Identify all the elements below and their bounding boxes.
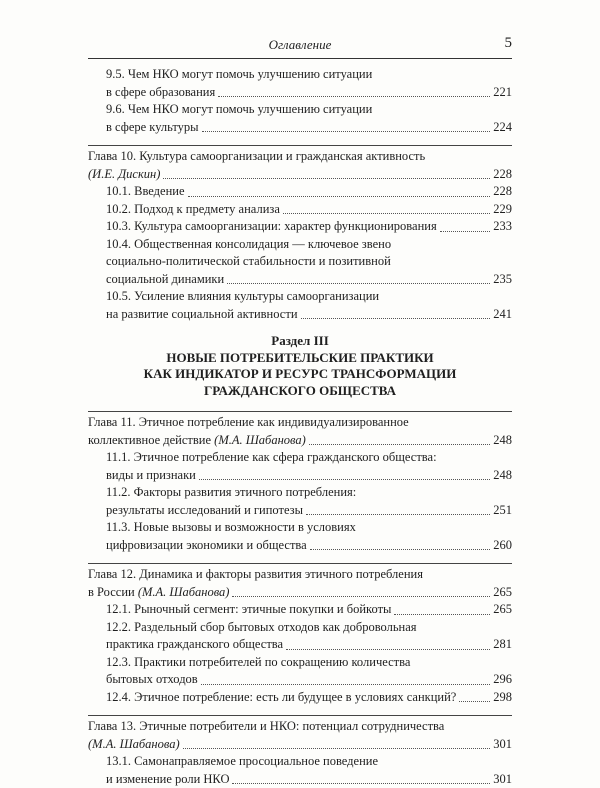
toc-page: 221 <box>493 84 512 102</box>
toc-page: 281 <box>493 636 512 654</box>
leader-dots <box>459 701 490 702</box>
chapter-10 <box>88 148 512 323</box>
toc-chapter-10[interactable] <box>88 148 512 183</box>
toc-line: 12.2. Раздельный сбор бытовых отходов как добровольная <box>106 619 512 637</box>
toc-page: 241 <box>493 306 512 324</box>
leader-dots <box>309 444 490 445</box>
toc-entry-13-1[interactable] <box>88 753 512 788</box>
section-subtitle-line: КАК ИНДИКАТОР И РЕСУРС ТРАНСФОРМАЦИИ <box>88 366 512 383</box>
toc-line: социальной динамики <box>106 271 224 289</box>
leader-dots <box>310 549 491 550</box>
toc-chapter-12[interactable] <box>88 566 512 601</box>
toc-entry-10-2[interactable] <box>88 201 512 219</box>
toc-line: 12.4. Этичное потребление: есть ли будущее в условиях санкций? <box>106 689 456 707</box>
chapter9-tail <box>88 66 512 136</box>
chapter-title-cont: в России <box>88 585 135 599</box>
toc-page: 228 <box>493 183 512 201</box>
toc-page: 298 <box>493 689 512 707</box>
toc-line: 10.2. Подход к предмету анализа <box>106 201 280 219</box>
toc-entry-11-3[interactable] <box>88 519 512 554</box>
toc-entry-10-5[interactable] <box>88 288 512 323</box>
section-title: Раздел III <box>88 333 512 350</box>
toc-line: на развитие социальной активности <box>106 306 298 324</box>
toc-line: социально-политической стабильности и позитивной <box>106 253 512 271</box>
toc-line: 12.1. Рыночный сегмент: этичные покупки и бойкоты <box>106 601 391 619</box>
chapter-title: Глава 12. Динамика и факторы развития этичного потребления <box>88 566 512 584</box>
divider <box>88 145 512 146</box>
leader-dots <box>183 748 491 749</box>
toc-page: 260 <box>493 537 512 555</box>
section-subtitle-line: ГРАЖДАНСКОГО ОБЩЕСТВА <box>88 383 512 400</box>
toc-line: 9.5. Чем НКО могут помочь улучшению ситуации <box>106 66 512 84</box>
toc-page: 224 <box>493 119 512 137</box>
chapter-13 <box>88 718 512 788</box>
toc-entry-10-3[interactable] <box>88 218 512 236</box>
divider <box>88 563 512 564</box>
chapter-12 <box>88 566 512 706</box>
section-heading <box>88 333 512 399</box>
toc-line: и изменение роли НКО <box>106 771 229 788</box>
divider <box>88 411 512 412</box>
leader-dots <box>227 283 490 284</box>
leader-dots <box>283 213 490 214</box>
toc-line: 11.2. Факторы развития этичного потребления: <box>106 484 512 502</box>
toc-line: 10.1. Введение <box>106 183 185 201</box>
leader-dots <box>188 196 491 197</box>
toc-line: 9.6. Чем НКО могут помочь улучшению ситуации <box>106 101 512 119</box>
leader-dots <box>286 649 490 650</box>
toc-line: в сфере образования <box>106 84 215 102</box>
toc-page: 301 <box>493 771 512 788</box>
toc-page: 296 <box>493 671 512 689</box>
toc-line: 10.5. Усиление влияния культуры самоорганизации <box>106 288 512 306</box>
toc-entry-12-4[interactable] <box>88 689 512 707</box>
header-title: Оглавление <box>88 37 512 53</box>
running-header <box>88 37 512 57</box>
toc-entry-10-4[interactable] <box>88 236 512 289</box>
toc-page: 235 <box>493 271 512 289</box>
toc-page: 265 <box>493 601 512 619</box>
toc-entry-12-2[interactable] <box>88 619 512 654</box>
toc-line: цифровизации экономики и общества <box>106 537 307 555</box>
toc-entry-12-1[interactable] <box>88 601 512 619</box>
toc-line: 10.3. Культура самоорганизации: характер функционирования <box>106 218 437 236</box>
toc-line: 13.1. Самонаправляемое просоциальное поведение <box>106 753 512 771</box>
toc-entry-9-6[interactable] <box>88 101 512 136</box>
leader-dots <box>218 96 490 97</box>
header-rule <box>88 58 512 59</box>
leader-dots <box>301 318 491 319</box>
chapter-author: (М.А. Шабанова) <box>88 736 180 754</box>
toc-entry-12-3[interactable] <box>88 654 512 689</box>
chapter-author: (М.А. Шабанова) <box>214 433 306 447</box>
toc-line: 11.1. Этичное потребление как сфера гражданского общества: <box>106 449 512 467</box>
toc-line: результаты исследований и гипотезы <box>106 502 303 520</box>
toc-page: 229 <box>493 201 512 219</box>
chapter-title-cont: коллективное действие <box>88 433 211 447</box>
toc-entry-10-1[interactable] <box>88 183 512 201</box>
chapter-author: (М.А. Шабанова) <box>138 585 230 599</box>
chapter-author: (И.Е. Дискин) <box>88 166 160 184</box>
toc-line: 11.3. Новые вызовы и возможности в условиях <box>106 519 512 537</box>
toc-line: виды и признаки <box>106 467 196 485</box>
toc-line: бытовых отходов <box>106 671 198 689</box>
leader-dots <box>202 131 491 132</box>
toc-line: в сфере культуры <box>106 119 199 137</box>
toc-page: 248 <box>493 467 512 485</box>
leader-dots <box>394 614 490 615</box>
page-number: 5 <box>505 35 513 52</box>
toc-page: 248 <box>493 432 512 450</box>
table-of-contents <box>88 66 512 788</box>
divider <box>88 715 512 716</box>
toc-page: 228 <box>493 166 512 184</box>
leader-dots <box>306 514 490 515</box>
toc-entry-9-5[interactable] <box>88 66 512 101</box>
section-subtitle-line: НОВЫЕ ПОТРЕБИТЕЛЬСКИЕ ПРАКТИКИ <box>88 350 512 367</box>
leader-dots <box>232 783 490 784</box>
leader-dots <box>440 231 491 232</box>
leader-dots <box>201 684 491 685</box>
leader-dots <box>232 596 490 597</box>
toc-page: 265 <box>493 584 512 602</box>
toc-line: 12.3. Практики потребителей по сокращению количества <box>106 654 512 672</box>
toc-page: 251 <box>493 502 512 520</box>
toc-chapter-13[interactable] <box>88 718 512 753</box>
chapter-title: Глава 13. Этичные потребители и НКО: потенциал сотрудничества <box>88 718 512 736</box>
chapter-title: Глава 11. Этичное потребление как индивидуализированное <box>88 414 512 432</box>
leader-dots <box>163 178 490 179</box>
toc-entry-11-1[interactable] <box>88 449 512 484</box>
toc-line: 10.4. Общественная консолидация — ключевое звено <box>106 236 512 254</box>
toc-page: 301 <box>493 736 512 754</box>
leader-dots <box>199 479 490 480</box>
chapter-title: Глава 10. Культура самоорганизации и гражданская активность <box>88 148 512 166</box>
toc-page: 233 <box>493 218 512 236</box>
toc-line: практика гражданского общества <box>106 636 283 654</box>
toc-chapter-11[interactable] <box>88 414 512 449</box>
toc-entry-11-2[interactable] <box>88 484 512 519</box>
chapter-11 <box>88 414 512 554</box>
